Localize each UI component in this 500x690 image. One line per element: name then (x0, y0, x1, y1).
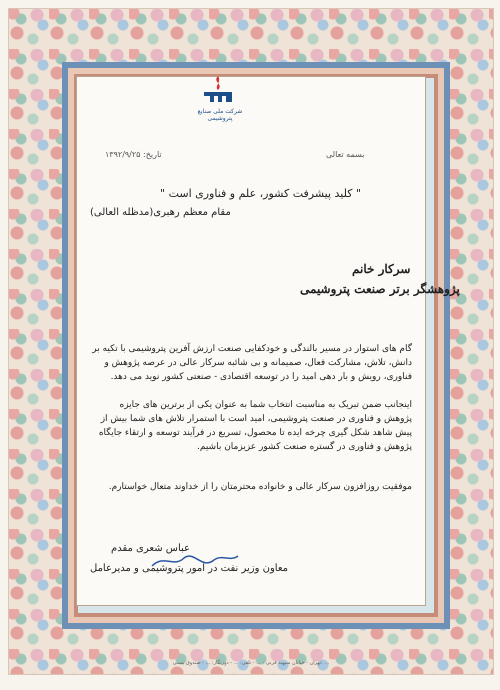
body-paragraph-1: گام های استوار در مسیر بالندگی و خودکفایی صنعت ارزش آفرین پتروشیمی با تکیه بر دانش، تلاش، مشارکت فعال، صمیمانه و بی شائبه سرکار عالی در عرصه پژوهش و فناوری، رویش و بار دهی امید را در توسعه اقتصادی - صنعتی کشور نوید می دهد. (92, 344, 412, 382)
company-logo-icon (198, 74, 238, 104)
quote-source: مقام معظم رهبری(مدظله العالی) (90, 207, 231, 218)
date-label: تاریخ: ۱۳۹۲/۹/۲۵ (105, 150, 162, 159)
recipient-line-1: سرکار خانم (352, 262, 411, 276)
quote-text: " کلید پیشرفت کشور، علم و فناوری است " (160, 187, 362, 200)
body-closing: موفقیت روزافزون سرکار عالی و خانواده محترمتان را از خداوند متعال خواستارم. (108, 482, 412, 492)
footer-address: تهران - خیابان سپهبد قرنی - ... - تلفن: ... - دورنگار: ... - صندوق پستی: ... (172, 660, 330, 666)
signature-title: معاون وزیر نفت در امور پتروشیمی و مدیرعامل (90, 563, 289, 574)
logo-caption: شرکت ملی صنایع پتروشیمی (197, 108, 243, 122)
body-paragraph-2: اینجانب ضمن تبریک به مناسبت انتخاب شما به عنوان یکی از برترین های جایزه پژوهش و فناوری در صنعت پتروشیمی، امید است با استمرار تلاش های شما بیش از پیش شاهد شکل گیری چرخه ایده تا محصول، تسریع در فرآیند توسعه و ارتقاء جایگاه پژوهش و فناوری در گستره صنعت کشور عزیزمان باشیم. (98, 400, 412, 452)
basmala: بسمه تعالی (326, 150, 365, 159)
recipient-line-2: پژوهشگر برتر صنعت پتروشیمی (300, 282, 460, 296)
signature-name: عباس شعری مقدم (111, 543, 190, 554)
